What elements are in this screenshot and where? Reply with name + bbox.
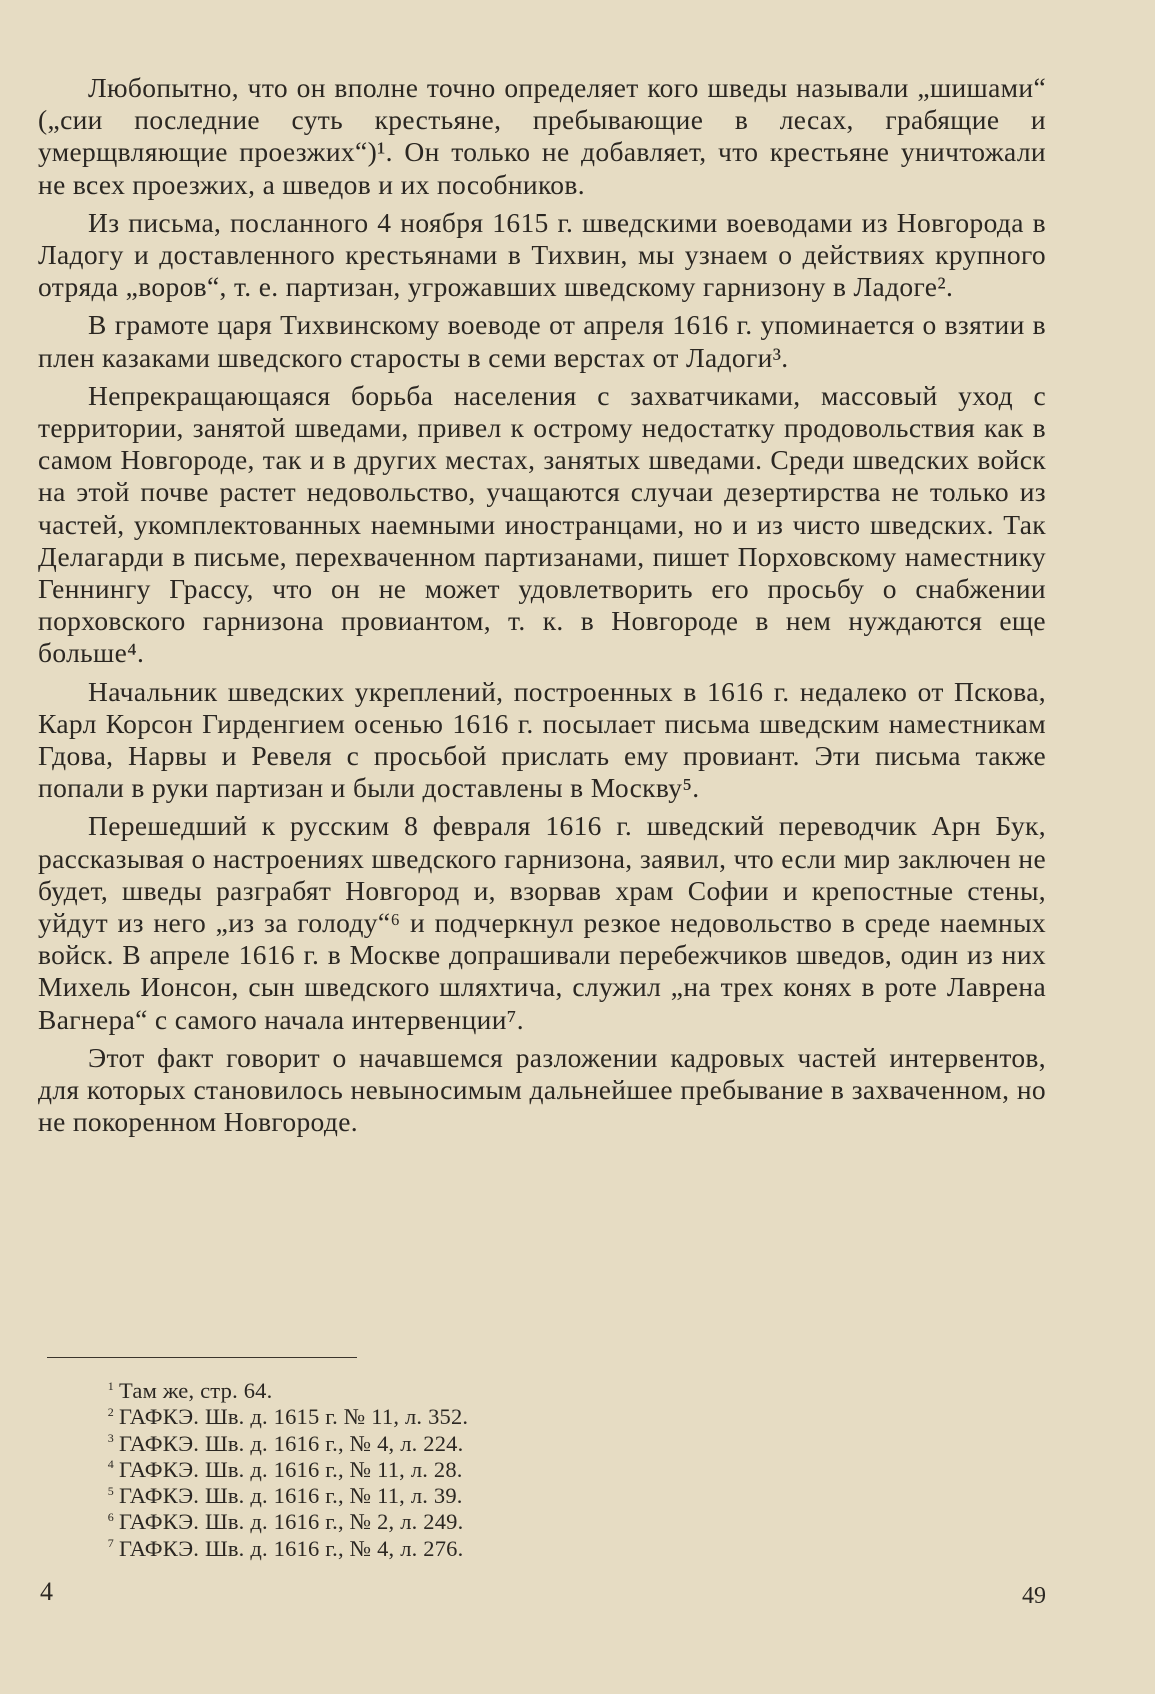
footnote-text: ГАФКЭ. Шв. д. 1616 г., № 4, л. 276.	[119, 1535, 464, 1561]
paragraph: В грамоте царя Тихвинскому воеводе от апреля 1616 г. упоминается о взятии в плен казаками шведского старосты в семи верстах от Ладоги³.	[38, 309, 1046, 373]
footnote-text: Там же, стр. 64.	[119, 1378, 273, 1403]
footnote: 3 ГАФКЭ. Шв. д. 1616 г., № 4, л. 224.	[107, 1430, 464, 1456]
footnote-text: ГАФКЭ. Шв. д. 1615 г. № 11, л. 352.	[119, 1404, 469, 1430]
paragraph: Любопытно, что он вполне точно определяет кого шведы называли „шишами“ („сии последние суть крестьяне, пребывающие в лесах, грабящие и умерщвляющие проезжих“)¹. Он только не добавляет, что крестьяне уничтожали не всех проезжих, а шведов и их пособников.	[38, 72, 1046, 200]
paragraph: Непрекращающаяся борьба населения с захватчиками, массовый уход с территории, занятой шведами, привел к острому недостатку продовольствия как в самом Новгороде, так и в других местах, занятых шведами. Среди шведских войск на этой почве растет недовольство, учащаются случаи дезертирства не только из частей, укомплектованных наемными иностранцами, но и из чисто шведских. Так Делагарди в письме, перехваченном партизанами, пишет Порховскому наместнику Геннингу Грассу, что он не может удовлетворить его просьбу о снабжении порховского гарнизона провиантом, т. к. в Новгороде в нем нуждаются еще больше⁴.	[38, 379, 1046, 669]
footnote-text: ГАФКЭ. Шв. д. 1616 г., № 4, л. 224.	[119, 1430, 464, 1456]
footnotes	[92, 1378, 792, 1562]
paragraph: Из письма, посланного 4 ноября 1615 г. шведскими воеводами из Новгорода в Ладогу и доставленного крестьянами в Тихвин, мы узнаем о действиях крупного отряда „воров“, т. е. партизан, угрожавших шведскому гарнизону в Ладоге².	[38, 206, 1046, 303]
main-text	[38, 72, 1046, 1145]
footnote: 6 ГАФКЭ. Шв. д. 1616 г., № 2, л. 249.	[107, 1509, 464, 1535]
footnote-text: ГАФКЭ. Шв. д. 1616 г., № 11, л. 39.	[119, 1483, 463, 1509]
footnote: 1 Там же, стр. 64.	[107, 1378, 273, 1403]
paragraph: Перешедший к русским 8 февраля 1616 г. шведский переводчик Арн Бук, рассказывая о настроениях шведского гарнизона, заявил, что если мир заключен не будет, шведы разграбят Новгород и, взорвав храм Софии и крепостные стены, уйдут из него „из за голоду“⁶ и подчеркнул резкое недовольство в среде наемных войск. В апреле 1616 г. в Москве допрашивали перебежчиков шведов, один из них Михель Ионсон, сын шведского шляхтича, служил „на трех конях в роте Лаврена Вагнера“ с самого начала интервенции⁷.	[38, 810, 1046, 1035]
footnote: 4 ГАФКЭ. Шв. д. 1616 г., № 11, л. 28.	[107, 1456, 463, 1482]
footnote-text: ГАФКЭ. Шв. д. 1616 г., № 2, л. 249.	[119, 1509, 464, 1535]
footnote-text: ГАФКЭ. Шв. д. 1616 г., № 11, л. 28.	[119, 1456, 463, 1482]
footnote: 5 ГАФКЭ. Шв. д. 1616 г., № 11, л. 39.	[107, 1483, 463, 1509]
page-number: 49	[1022, 1583, 1046, 1609]
footnote-divider	[47, 1357, 357, 1358]
footnote: 2 ГАФКЭ. Шв. д. 1615 г. № 11, л. 352.	[107, 1404, 469, 1430]
signature-mark: 4	[40, 1577, 53, 1606]
footnote: 7 ГАФКЭ. Шв. д. 1616 г., № 4, л. 276.	[107, 1535, 464, 1561]
paragraph: Этот факт говорит о начавшемся разложении кадровых частей интервентов, для которых становилось невыносимым дальнейшее пребывание в захваченном, но не покоренном Новгороде.	[38, 1041, 1046, 1138]
paragraph: Начальник шведских укреплений, построенных в 1616 г. недалеко от Пскова, Карл Корсон Гирденгием осенью 1616 г. посылает письма шведским наместникам Гдова, Нарвы и Ревеля с просьбой прислать ему провиант. Эти письма также попали в руки партизан и были доставлены в Москву⁵.	[38, 675, 1046, 804]
